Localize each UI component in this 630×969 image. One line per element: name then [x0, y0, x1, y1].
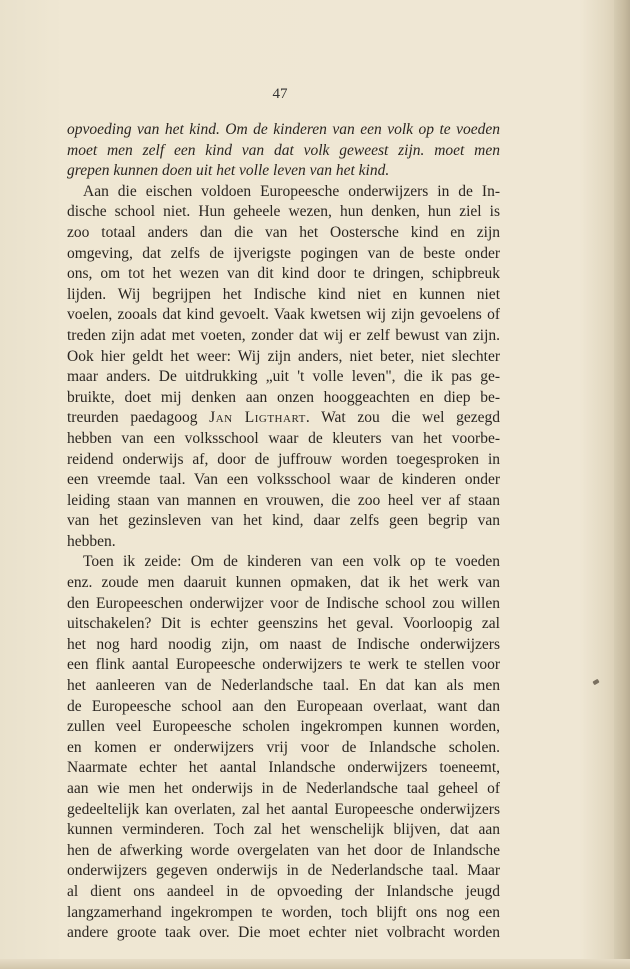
text-line: zullen veel Europeesche scholen ingekrompen kunnen worden, [67, 718, 500, 736]
text-segment: treurden paedagoog [67, 409, 210, 427]
text-line: dische school niet. Hun geheele wezen, hun denken, hun ziel is [67, 203, 500, 221]
text-line: het aanleeren van de Nederlandsche taal. En dat kan als men [67, 677, 500, 695]
text-line: aan wie men het onderwijs in de Nederlandsche taal geheel of [67, 780, 500, 797]
text-line [67, 408, 500, 429]
text-line: voelen, zooals dat kind gevoelt. Vaak kwetsen wij zijn gevoelens of [67, 306, 500, 324]
page-number: 47 [272, 86, 288, 102]
text-line: hebben van een volksschool waar de kleuters van het voorbe- [67, 429, 500, 447]
text-line: reidend onderwijs af, door de juffrouw worden toegesproken in [67, 450, 500, 468]
text-line: de Europeesche school aan den Europeaan overlaat, want dan [67, 697, 500, 715]
text-line: Ook hier geldt het weer: Wij zijn anders, niet beter, niet slechter [67, 347, 500, 365]
text-line: een flink aantal Europeesche onderwijzers te werk te stellen voor [67, 656, 500, 674]
text-line: kunnen verminderen. Toch zal het wenschelijk blijven, dat aan [67, 821, 500, 839]
text-line: leiding staan van mannen en vrouwen, die zoo heel ver af staan [67, 491, 500, 509]
text-line: langzamerhand ingekrompen te worden, toch blijft ons nog een [67, 903, 500, 921]
text-line: hebben. [67, 532, 116, 550]
page-bottom-edge [0, 959, 630, 969]
text-line: uitschakelen? Dit is echter geenszins het geval. Voorloopig zal [67, 615, 500, 633]
text-line: het nog hard noodig zijn, om naast de Indische onderwijzers [67, 635, 500, 653]
text-line: zoo totaal anders dan die van het Oostersche kind en zijn [67, 223, 500, 241]
body-text [67, 120, 500, 944]
text-line: gedeeltelijk kan overlaten, zal het aantal Europeesche onderwijzers [67, 800, 500, 818]
text-line: een vreemde taal. Van een volksschool waar de kinderen onder [67, 471, 500, 489]
text-line: maar anders. De uitdrukking „uit 't volle leven", die ik pas ge- [67, 368, 500, 386]
text-line: den Europeeschen onderwijzer voor de Indische school zou willen [67, 594, 500, 612]
text-line: andere groote taak over. Die moet echter niet volbracht worden [67, 924, 500, 942]
text-line: en komen er onderwijzers vrij voor de Inlandsche scholen. [67, 738, 500, 756]
text-line: opvoeding van het kind. Om de kinderen van een volk op te voeden [67, 121, 500, 138]
text-line: bruikte, doet mij denken aan onzen hooggeachten en diep be- [67, 388, 500, 406]
text-line: omgeving, dat zelfs de ijverigste pogingen van de beste onder [67, 244, 500, 262]
text-segment: . Wat zou die wel gezegd [305, 409, 500, 427]
text-line: hen de afwerking worde overgelaten van het door de Inlandsche [67, 841, 500, 859]
text-line: Naarmate echter het aantal Inlandsche onderwijzers toeneemt, [67, 759, 500, 777]
text-line: lijden. Wij begrijpen het Indische kind niet en kunnen niet [67, 285, 500, 303]
text-line: grepen kunnen doen uit het volle leven van het kind. [67, 162, 390, 180]
person-name: Jan Ligthart [209, 409, 306, 427]
text-line: van het gezinsleven van het kind, daar zelfs geen begrip van [67, 512, 500, 530]
ink-mark [592, 679, 599, 685]
text-line: onderwijzers gegeven onderwijs in de Nederlandsche taal. Maar [67, 862, 500, 880]
text-line: treden zijn adat met voeten, zonder dat wij er zelf bewust van zijn. [67, 326, 500, 344]
text-line: Aan die eischen voldoen Europeesche onderwijzers in de In- [83, 182, 500, 200]
page-edge-shadow [614, 0, 630, 969]
text-line: enz. zoude men daaruit kunnen opmaken, dat ik het werk van [67, 574, 500, 592]
text-line: moet men zelf een kind van dat volk geweest zijn. moet men [67, 141, 500, 159]
text-line: al dient ons aandeel in de opvoeding der Inlandsche jeugd [67, 882, 500, 900]
text-line: ons, om tot het wezen van dit kind door te dringen, schipbreuk [67, 265, 500, 283]
text-line: Toen ik zeide: Om de kinderen van een volk op te voeden [83, 553, 500, 571]
